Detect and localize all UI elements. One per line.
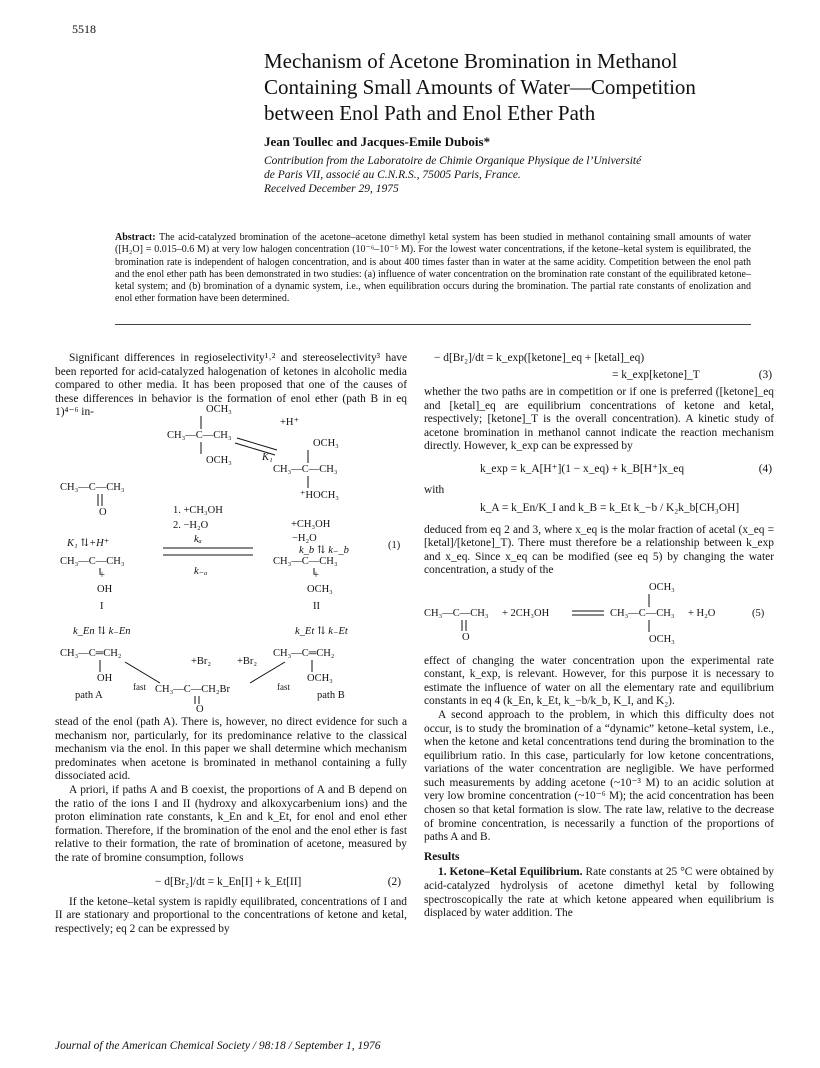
protonated-ketal-formula: CH₃—C—CH₃ [273, 464, 338, 475]
enol-ether-och3: OCH₃ [307, 673, 333, 684]
eq5-number: (5) [752, 607, 765, 619]
equation-text: − d[Br₂]/dt = k_exp([ketone]_eq + [ketal]_eq) [434, 352, 645, 364]
reaction-scheme [55, 398, 407, 716]
affiliation-line: Contribution from the Laboratoire de Chimie Organique Physique de l’Université [264, 155, 642, 167]
bromoacetone-formula: CH₃—C—CH₂Br [155, 684, 230, 695]
path-b-label: path B [317, 690, 345, 701]
abstract-text: The acid-catalyzed bromination of the acetone–acetone dimethyl ketal system has been studied in methanol containing small amounts of water ([H₂O] = 0.015–0.6 M) at very low halogen concentration (10⁻⁶–10⁻⁵ M). For the lowest water concentrations, if the ketone–ketal system is equilibrated, the bromination rate is independent of halogen concentration, and is about 400 times faster than in water at the same acidity. Competition between the enol path and the enol ether path has been demonstrated in two studies: (a) influence of water concentration on the bromination rate constant of the equilibrated ketone–ketal system; and (b) bromination of a dynamic system, i.e., when equilibration occurs during the bromination. The partial rate constants of enolization and enol ether formation have been determined. [115, 232, 751, 305]
received-date: Received December 29, 1975 [264, 183, 399, 195]
ka-kb-definition [424, 498, 774, 524]
ion-ii-och3: OCH₃ [307, 584, 333, 595]
abstract-divider [115, 324, 751, 325]
ion-i-label: I [100, 601, 104, 612]
plus-br2-right: +Br₂ [237, 656, 258, 667]
bromination-arrow [125, 662, 160, 683]
equation-number: (4) [758, 462, 772, 475]
with-label: with [424, 483, 445, 496]
fast-right: fast [277, 682, 290, 692]
minus-h2o: −H₂O [292, 533, 317, 544]
ion-ii-formula: CH₃—C—CH₃ [273, 556, 338, 567]
equation-2 [55, 872, 407, 896]
ken-label: k_En ⇅ k₋En [73, 626, 131, 637]
acetone-oxygen: O [99, 507, 107, 518]
eq5-plus-water: + H₂O [688, 607, 716, 619]
paragraph: deduced from eq 2 and 3, where x_eq is the molar fraction of acetal (x_eq = [ketal]/[ketone]_T). There must therefore be a relationship between k_exp and x_eq. Since x_eq can be modified (see eq 5) by changing the water concentration, a study of the [424, 523, 774, 577]
eq5-ketal: CH₃—C—CH₃ [610, 607, 675, 619]
paragraph: A priori, if paths A and B coexist, the proportions of A and B depend on the ratio of the ions I and II (hydroxy and alkoxycarbenium ions) and the proton elimination rate constants, k_En and k_Et, for enol and enol ether formation. Therefore, if the bromination of the enol and the enol ether is fast relative to their formation, the rate of bromination of acetone, measured by the rate of bromine consumption, follows [55, 783, 407, 864]
k1-label: K₁ [262, 452, 273, 463]
paragraph [424, 866, 774, 920]
equation-text: k_A = k_En/K_I and k_B = k_Et k_−b / K₂k_b[CH₃OH] [480, 501, 740, 514]
paragraph: effect of changing the water concentration upon the experimental rate constant, k_exp, is relevant. However, for this purpose it is necessary to estimate the influence of water on all the elementary rate and equilibrium constants in eq 4 (k_En, k_Et, k_−b/k_b, K_I, and K₂). [424, 654, 774, 708]
equation-text: k_exp = k_A[H⁺](1 − x_eq) + k_B[H⁺]x_eq [480, 462, 685, 475]
subsection-label: 1. Ketone–Ketal Equilibrium. [438, 866, 583, 879]
equation-text: = k_exp[ketone]_T [612, 369, 700, 381]
bromoacetone-oxygen: O [196, 704, 204, 715]
eq5-plus-methanol: + 2CH₃OH [502, 607, 550, 619]
ion-i-plus: + [99, 570, 105, 581]
abstract-label: Abstract: [115, 232, 156, 243]
title-line: Containing Small Amounts of Water—Competition [264, 75, 696, 99]
enol-oh: OH [97, 673, 113, 684]
equation-5 [424, 578, 774, 650]
equation-text: − d[Br₂]/dt = k_En[I] + k_Et[II] [155, 875, 302, 888]
intro-paragraph-2 [55, 716, 407, 936]
paragraph: A second approach to the problem, in which this difficulty does not occur, is to study the bromination of a “dynamic” ketone–ketal system, i.e., when the ketone and ketal concentrations tend during the bromination to the equilibrium ratio. In this case, particularly for low ketone concentrations, variations of the water concentration are negligible. We have performed such measurements by adding acetone (~10⁻³ M) to an acidic solution at very low bromine concentration (~10⁻⁶ M); the acid concentration has been chosen so that ketal formation is slow. The rate law, relative to the decrease of bromine concentration, is necessarily a function of the proportions of paths A and B. [424, 708, 774, 844]
equation-3 [424, 352, 774, 386]
affiliation [264, 154, 784, 196]
paragraph: whether the two paths are in competition or if one is preferred ([ketone]_eq and [ketal]_eq are equilibrium concentrations of ketone and ketal, respectively; [ketone]_T is the overall concentration). A kinetic study of acetone bromination in methanol cannot indicate the reaction mechanism directly. However, k_exp can be expressed by [424, 386, 774, 453]
title-line: between Enol Path and Enol Ether Path [264, 101, 596, 125]
abstract [115, 232, 751, 306]
section-heading-results: Results [424, 850, 460, 863]
eq5-ketal-bottom: OCH₃ [649, 633, 675, 645]
right-column [424, 352, 774, 921]
equation-number: (3) [758, 369, 772, 381]
subsection-text: Rate constants at 25 °C were obtained by acid-catalyzed hydrolysis of acetone dimethyl ketal by following spectroscopically the rate at which ketone appeared when equilibrium is displaced by water addition. The [424, 866, 774, 920]
article-title [264, 48, 784, 126]
eq5-acetone: CH₃—C—CH₃ [424, 607, 489, 619]
ketal-bottom-och3: OCH₃ [206, 455, 232, 466]
ka-label: kₐ [194, 534, 202, 545]
paragraph: If the ketone–ketal system is rapidly equilibrated, concentrations of I and II are stationary and proportional to the concentrations of ketone and ketal, respectively; eq 2 can be expressed by [55, 895, 407, 935]
step-1: 1. +CH₃OH [173, 505, 223, 516]
journal-footer: Journal of the American Chemical Society / 98:18 / September 1, 1976 [55, 1040, 381, 1052]
affiliation-line: de Paris VII, associé au C.N.R.S., 75005 Paris, France. [264, 169, 521, 181]
scheme-eq-number: (1) [388, 540, 401, 551]
protonated-ketal-hoch3: ⁺HOCH₃ [300, 490, 339, 501]
equilibrium-arrow [237, 438, 277, 450]
k-a-label: k₋ₐ [194, 566, 208, 577]
ket-label: k_Et ⇅ k₋Et [295, 626, 348, 637]
page-number: 5518 [72, 22, 96, 36]
plus-h-label: +H⁺ [280, 417, 300, 428]
eq5-oxygen: O [462, 631, 470, 643]
equilibrium-arrow [235, 443, 275, 455]
enol-ether-formula: CH₃—C═CH₂ [273, 648, 335, 659]
path-a-label: path A [75, 690, 103, 701]
fast-left: fast [133, 682, 146, 692]
paragraph: Significant differences in regioselectivity¹˒² and stereoselectivity³ have been reported for acid-catalyzed halogenation of ketones in alcoholic media compared to other media. It has been proposed that one of the causes of these differences in behavior is the formation of enol ether (path B in eq 1)⁴⁻⁶ in- [55, 352, 407, 419]
ketal-top-och3: OCH₃ [206, 404, 232, 415]
acetone-formula: CH₃—C—CH₃ [60, 482, 125, 493]
paragraph: stead of the enol (path A). There is, however, no direct evidence for such a mechanism nor, particularly, for its predominance relative to the classical mechanism via the enol. In this paper we shall determine which mechanism predominates when acetone is brominated in methanol containing a fully dissociated acid. [55, 716, 407, 783]
ion-i-oh: OH [97, 584, 113, 595]
eq5-ketal-top: OCH₃ [649, 581, 675, 593]
plus-br2-left: +Br₂ [191, 656, 212, 667]
protonated-ketal-och3: OCH₃ [313, 438, 339, 449]
ion-ii-plus: + [313, 570, 319, 581]
ketal-formula: CH₃—C—CH₃ [167, 430, 232, 441]
ion-ii-label: II [313, 601, 320, 612]
authors: Jean Toullec and Jacques-Emile Dubois* [264, 134, 491, 149]
ki-label: K₁ ⇅+H⁺ [67, 538, 110, 549]
ion-i-formula: CH₃—C—CH₃ [60, 556, 125, 567]
kb-label: k_b ⇅ k₋_b [299, 545, 349, 556]
plus-ch3oh: +CH₃OH [291, 519, 331, 530]
title-line: Mechanism of Acetone Bromination in Methanol [264, 49, 678, 73]
equation-4 [424, 460, 774, 482]
step-2: 2. −H₂O [173, 520, 209, 531]
equation-number: (2) [387, 875, 401, 888]
enol-formula: CH₃—C═CH₂ [60, 648, 122, 659]
